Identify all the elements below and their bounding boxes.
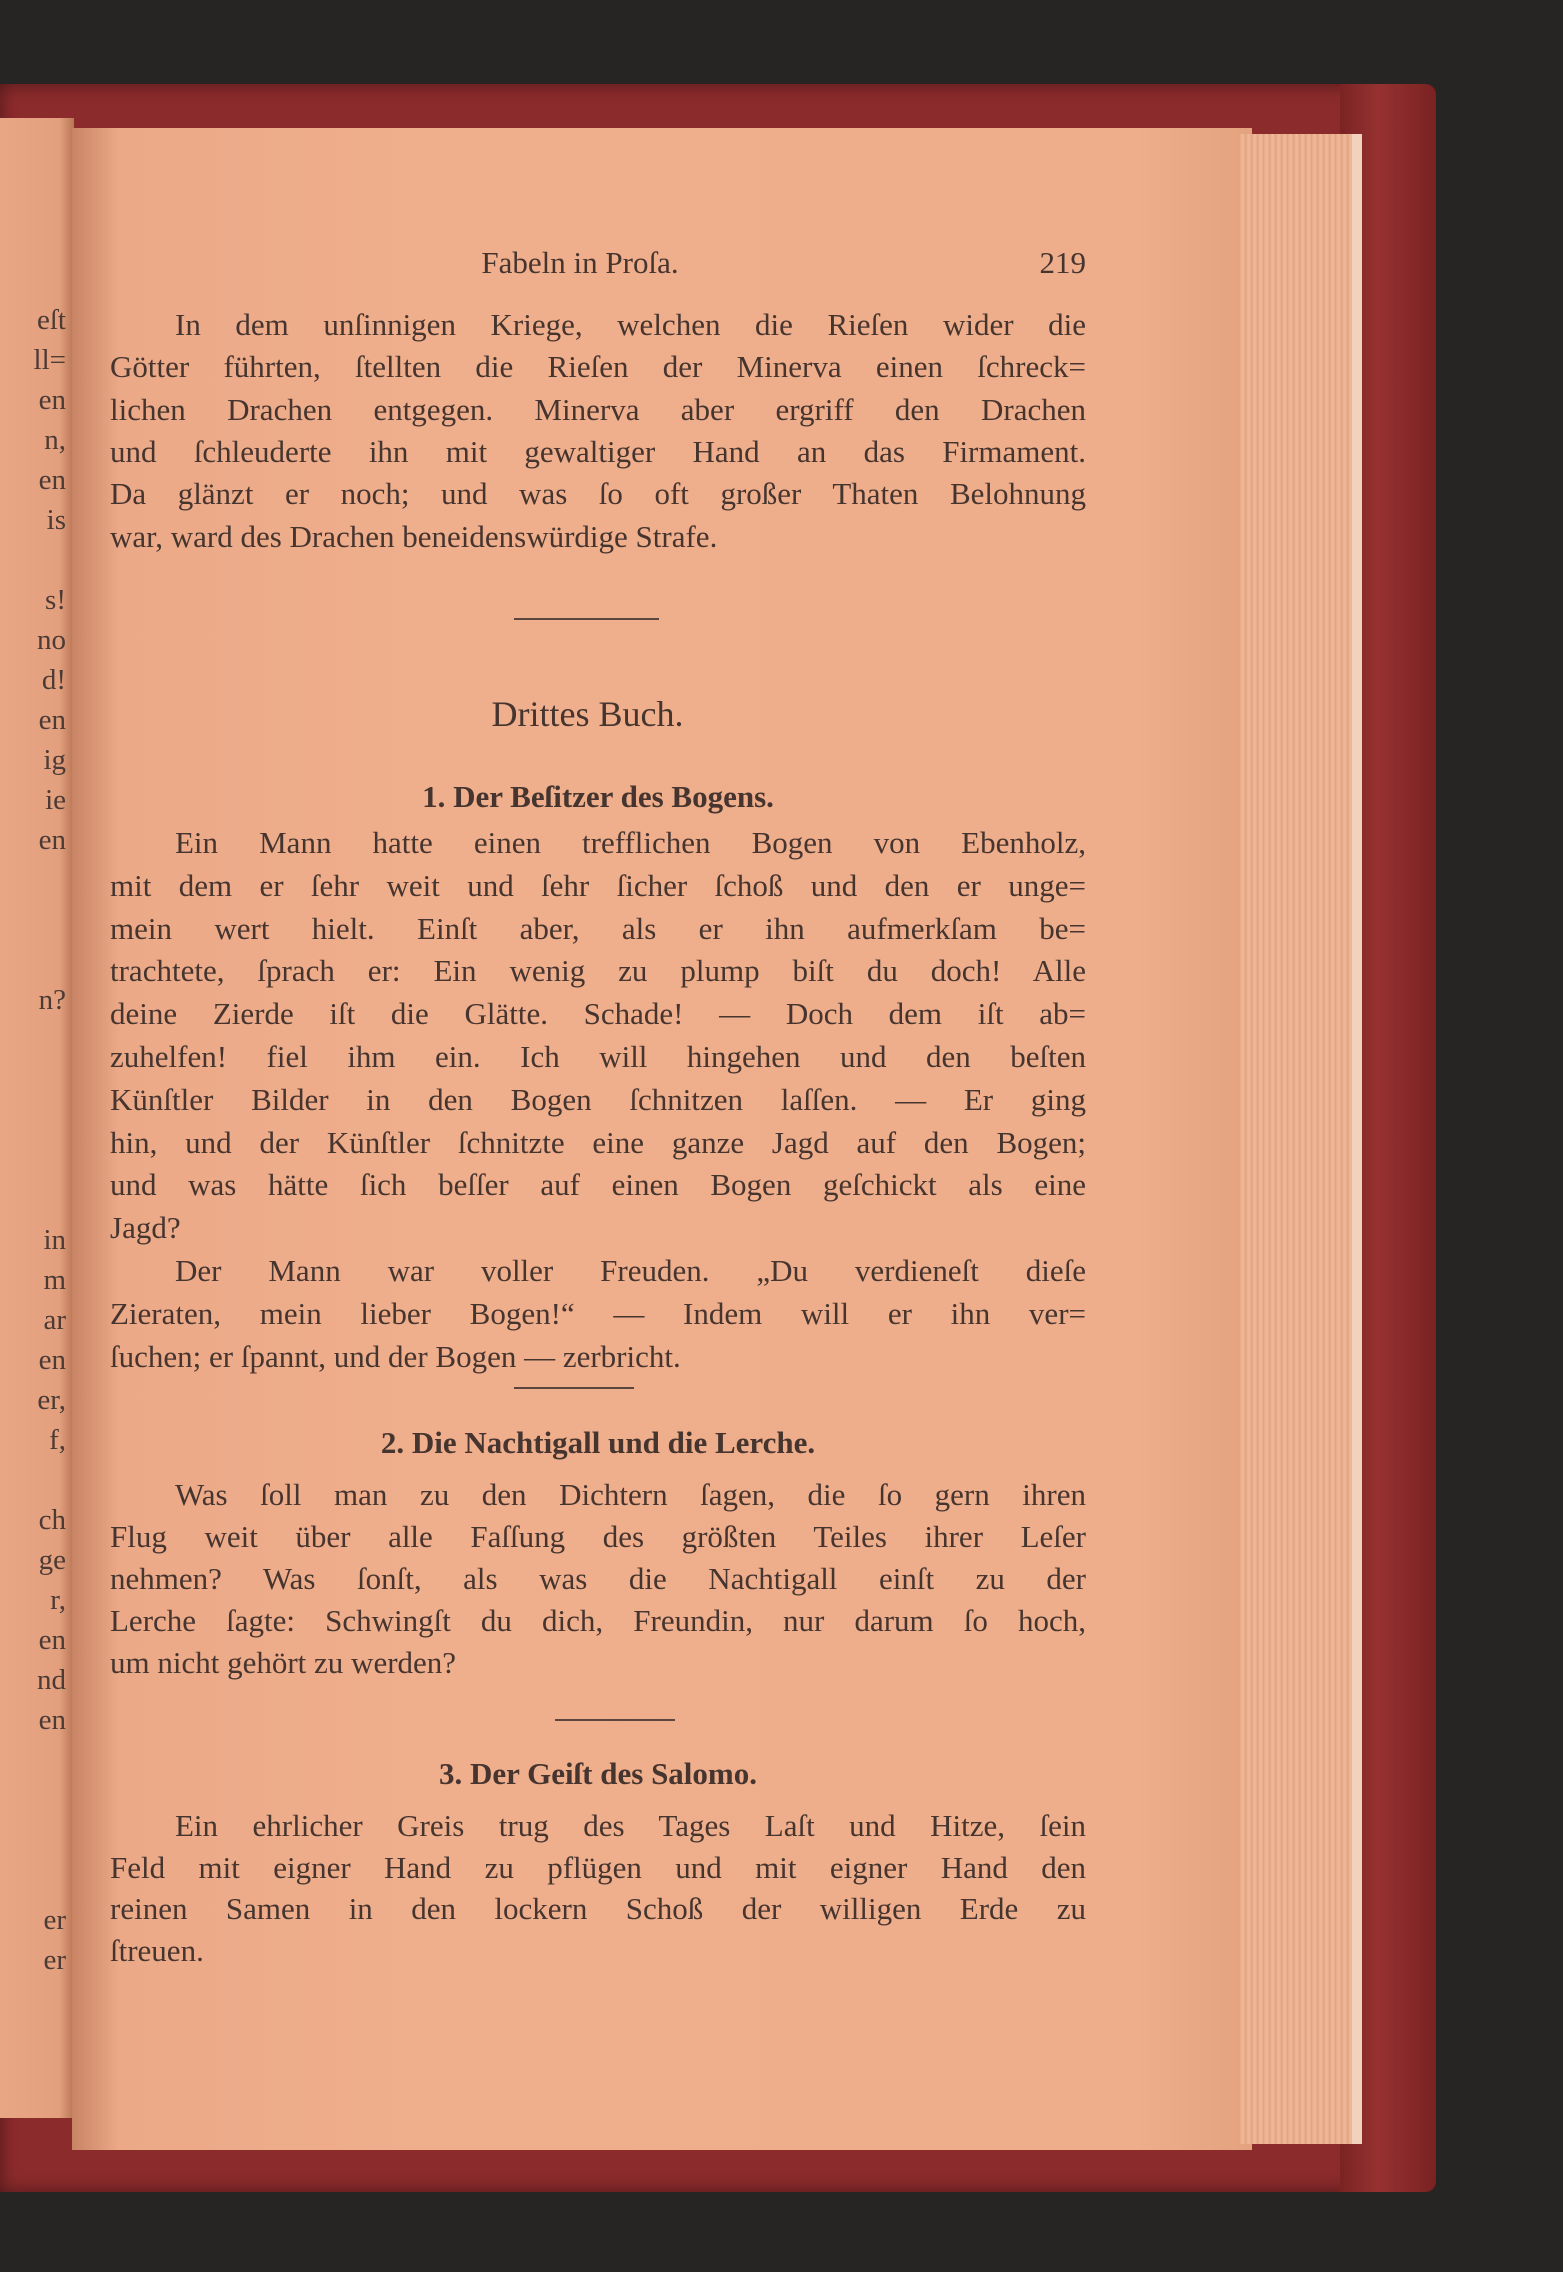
- text-line: hin, und der Künſtler ſchnitzte eine ganze Jagd auf den Bogen;: [110, 1124, 1086, 1160]
- fable-title: Der Geiſt des Salomo.: [469, 1756, 757, 1791]
- text-line: und ſchleuderte ihn mit gewaltiger Hand an das Firmament.: [110, 433, 1086, 469]
- left-page-line-fragment: nd: [37, 1664, 66, 1696]
- text-line: Zieraten, mein lieber Bogen!“ — Indem will er ihn ver=: [110, 1295, 1086, 1331]
- fable-number: 2.: [380, 1425, 405, 1460]
- left-page-line-fragment: [0, 900, 66, 940]
- left-page-line-fragment: [0, 1060, 66, 1100]
- left-page-line-fragment: en: [38, 824, 66, 856]
- text-line: Ein Mann hatte einen trefflichen Bogen von Ebenholz,: [175, 825, 1086, 860]
- left-page-line-fragment: f,: [49, 1424, 66, 1456]
- left-page-line-fragment: [0, 1180, 66, 1220]
- fable-3-heading: [110, 1754, 1086, 1794]
- text-line: nehmen? Was ſonſt, als was die Nachtigall einſt zu der: [110, 1561, 1086, 1596]
- left-page-line-fragment: m: [43, 1264, 66, 1296]
- text-line: deine Zierde iſt die Glätte. Schade! — Doch dem iſt ab=: [110, 996, 1086, 1032]
- text-line: In dem unſinnigen Kriege, welchen die Rieſen wider die: [175, 307, 1086, 342]
- left-page-line-fragment: n,: [44, 424, 66, 456]
- text-line: mein wert hielt. Einſt aber, als er ihn aufmerkſam be=: [110, 910, 1086, 946]
- left-page-line-fragment: en: [38, 464, 66, 496]
- left-page-line-fragment: is: [46, 504, 66, 536]
- fable-1-heading: [110, 777, 1086, 817]
- text-line: und was hätte ſich beſſer auf einen Bogen geſchickt als eine: [110, 1167, 1086, 1203]
- left-page-line-fragment: n?: [38, 984, 66, 1016]
- left-page-line-fragment: ig: [43, 744, 66, 776]
- left-page-line-fragment: ie: [45, 784, 66, 816]
- left-page-line-fragment: in: [43, 1224, 66, 1256]
- text-line: ſtreuen.: [110, 1932, 204, 1968]
- text-line: Feld mit eigner Hand zu pflügen und mit eigner Hand den: [110, 1849, 1086, 1885]
- text-line: Der Mann war voller Freuden. „Du verdieneſt dieſe: [175, 1253, 1086, 1288]
- text-line: mit dem er ſehr weit und ſehr ſicher ſchoß und den er unge=: [110, 867, 1086, 903]
- left-page-line-fragment: en: [38, 704, 66, 736]
- fable-number: 1.: [422, 779, 446, 814]
- left-page-line-fragment: [0, 1740, 66, 1780]
- left-page-text-fragments: [0, 300, 66, 1980]
- text-line: Götter führten, ſtellten die Rieſen der Minerva einen ſchreck=: [110, 349, 1086, 385]
- left-page-line-fragment: eſt: [37, 304, 66, 336]
- left-page-line-fragment: en: [38, 1704, 66, 1736]
- left-page-line-fragment: [0, 860, 66, 900]
- text-line: ſuchen; er ſpannt, und der Bogen — zerbricht.: [110, 1338, 681, 1374]
- left-page-line-fragment: er: [43, 1944, 66, 1976]
- left-page-line-fragment: [0, 1140, 66, 1180]
- book-title: Drittes Buch.: [491, 694, 684, 734]
- left-page-line-fragment: [0, 1020, 66, 1060]
- left-page-line-fragment: er: [43, 1904, 66, 1936]
- fable-2-heading: [110, 1423, 1086, 1463]
- left-page-line-fragment: d!: [41, 664, 66, 696]
- text-line: Flug weit über alle Faſſung des größten Teiles ihrer Leſer: [110, 1519, 1086, 1554]
- left-page-line-fragment: [0, 1860, 66, 1900]
- text-line: Künſtler Bilder in den Bogen ſchnitzen laſſen. — Er ging: [110, 1081, 1086, 1117]
- left-page-line-fragment: er,: [37, 1384, 66, 1416]
- fable-title: Der Beſitzer des Bogens.: [453, 779, 774, 814]
- left-page-line-fragment: ar: [43, 1304, 66, 1336]
- text-line: war, ward des Drachen beneidenswürdige Strafe.: [110, 518, 718, 554]
- text-line: reinen Samen in den lockern Schoß der willigen Erde zu: [110, 1891, 1086, 1927]
- text-line: trachtete, ſprach er: Ein wenig zu plump biſt du doch! Alle: [110, 953, 1086, 989]
- left-page-line-fragment: [0, 1100, 66, 1140]
- left-page-line-fragment: ge: [38, 1544, 66, 1576]
- text-line: Da glänzt er noch; und was ſo oft großer Thaten Belohnung: [110, 476, 1086, 512]
- left-page-line-fragment: [0, 1780, 66, 1820]
- text-line: Lerche ſagte: Schwingſt du dich, Freundin, nur darum ſo hoch,: [110, 1603, 1086, 1638]
- section-divider: [514, 1387, 634, 1389]
- page-number: 219: [1039, 245, 1086, 280]
- text-line: lichen Drachen entgegen. Minerva aber ergriff den Drachen: [110, 391, 1086, 427]
- left-page-line-fragment: [0, 1820, 66, 1860]
- left-page-line-fragment: ch: [38, 1504, 66, 1536]
- fable-number: 3.: [438, 1756, 463, 1791]
- text-line: Was ſoll man zu den Dichtern ſagen, die ſo gern ihren: [175, 1477, 1086, 1512]
- text-line: Jagd?: [110, 1210, 181, 1246]
- text-line: um nicht gehört zu werden?: [110, 1645, 457, 1680]
- section-divider: [514, 618, 659, 620]
- text-line: zuhelfen! fiel ihm ein. Ich will hingehen und den beſten: [110, 1039, 1086, 1074]
- left-page-line-fragment: [0, 940, 66, 980]
- running-title: Fabeln in Proſa.: [481, 245, 679, 280]
- page-edges: [1240, 134, 1362, 2144]
- left-page-line-fragment: r,: [50, 1584, 66, 1616]
- left-page-line-fragment: [0, 540, 66, 580]
- left-page-line-fragment: s!: [45, 584, 66, 616]
- left-page-line-fragment: ll=: [33, 344, 66, 376]
- left-page-line-fragment: no: [37, 624, 66, 656]
- left-page-line-fragment: en: [38, 1344, 66, 1376]
- left-page-line-fragment: [0, 1460, 66, 1500]
- text-line: Ein ehrlicher Greis trug des Tages Laſt und Hitze, ſein: [175, 1808, 1086, 1843]
- fable-title: Die Nachtigall und die Lerche.: [411, 1425, 816, 1460]
- section-divider: [555, 1719, 675, 1721]
- left-page-line-fragment: en: [38, 1624, 66, 1656]
- left-page-line-fragment: en: [38, 384, 66, 416]
